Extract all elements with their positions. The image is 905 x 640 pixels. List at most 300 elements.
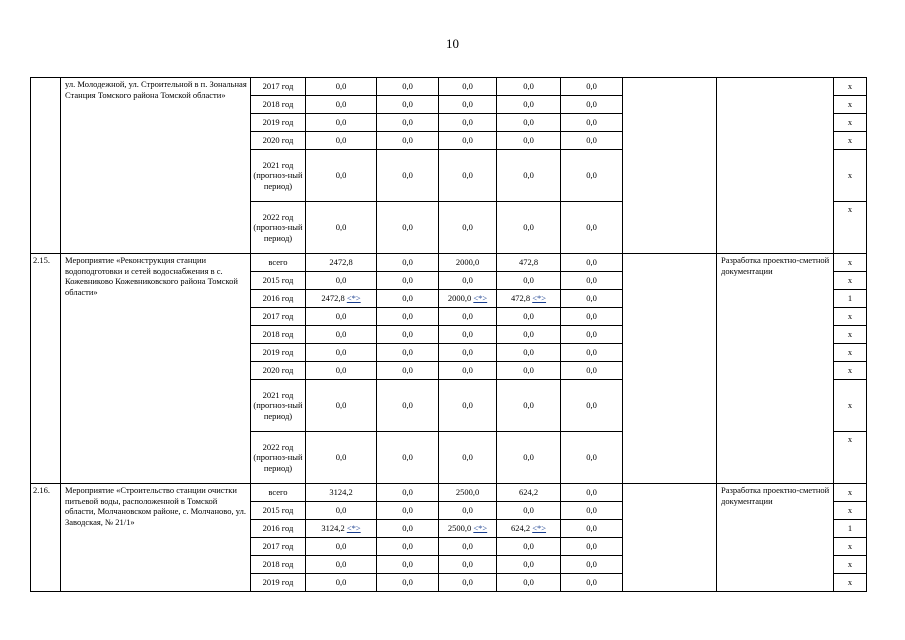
total-amount: 3124,2 bbox=[329, 487, 353, 498]
reg-value bbox=[439, 432, 497, 484]
year-label: 2016 год bbox=[262, 293, 294, 304]
year-cell bbox=[251, 132, 306, 150]
year-label: 2016 год bbox=[262, 523, 294, 534]
total-amount: 0,0 bbox=[335, 559, 347, 570]
loc-value bbox=[497, 380, 561, 432]
total-value bbox=[306, 520, 377, 538]
loc-amount: 0,0 bbox=[523, 541, 534, 552]
indicator-mark: х bbox=[847, 487, 853, 498]
fed-value bbox=[377, 78, 439, 96]
indicator-value bbox=[834, 290, 867, 308]
loc-value bbox=[497, 502, 561, 520]
reg-value bbox=[439, 538, 497, 556]
fed-value bbox=[377, 556, 439, 574]
loc-value bbox=[497, 78, 561, 96]
fed-amount: 0,0 bbox=[402, 505, 413, 516]
ext-amount: 0,0 bbox=[586, 170, 597, 181]
reg-value bbox=[439, 380, 497, 432]
indicator-value bbox=[834, 556, 867, 574]
indicator-mark: х bbox=[847, 257, 853, 268]
indicator-value bbox=[834, 308, 867, 326]
total-amount: 0,0 bbox=[335, 99, 347, 110]
fed-value bbox=[377, 344, 439, 362]
year-cell bbox=[251, 432, 306, 484]
year-label: всего bbox=[268, 487, 288, 498]
year-cell bbox=[251, 502, 306, 520]
loc-value bbox=[497, 114, 561, 132]
fed-amount: 0,0 bbox=[402, 311, 413, 322]
table-row bbox=[31, 484, 867, 502]
loc-value bbox=[497, 254, 561, 272]
indicator-mark: х bbox=[847, 347, 853, 358]
ext-value bbox=[561, 254, 623, 272]
indicator-mark: х bbox=[847, 577, 853, 588]
total-amount: 0,0 bbox=[335, 577, 347, 588]
reg-value bbox=[439, 132, 497, 150]
total-value bbox=[306, 308, 377, 326]
loc-amount: 0,0 bbox=[523, 170, 534, 181]
fed-amount: 0,0 bbox=[402, 452, 413, 463]
section-number: 2.15. bbox=[31, 254, 61, 484]
loc-amount: 0,0 bbox=[523, 452, 534, 463]
indicator-mark: х bbox=[847, 505, 853, 516]
blank-column bbox=[623, 484, 717, 592]
ext-value bbox=[561, 132, 623, 150]
reg-value bbox=[439, 78, 497, 96]
year-cell bbox=[251, 574, 306, 592]
ext-amount: 0,0 bbox=[586, 135, 597, 146]
fed-value bbox=[377, 362, 439, 380]
indicator-value bbox=[834, 150, 867, 202]
fed-amount: 0,0 bbox=[402, 577, 413, 588]
fed-amount: 0,0 bbox=[402, 293, 413, 304]
year-cell bbox=[251, 96, 306, 114]
fed-value bbox=[377, 484, 439, 502]
indicator-value bbox=[834, 574, 867, 592]
fed-amount: 0,0 bbox=[402, 222, 413, 233]
ext-value bbox=[561, 290, 623, 308]
year-label: 2019 год bbox=[262, 117, 294, 128]
indicator-mark: х bbox=[847, 311, 853, 322]
reg-value bbox=[439, 254, 497, 272]
year-cell bbox=[251, 114, 306, 132]
fed-amount: 0,0 bbox=[402, 347, 413, 358]
year-label: 2015 год bbox=[262, 275, 294, 286]
reg-value bbox=[439, 520, 497, 538]
loc-value bbox=[497, 520, 561, 538]
reg-value bbox=[439, 556, 497, 574]
fed-value bbox=[377, 272, 439, 290]
reg-value bbox=[439, 502, 497, 520]
indicator-mark: х bbox=[847, 559, 853, 570]
fed-amount: 0,0 bbox=[402, 400, 413, 411]
ext-value bbox=[561, 78, 623, 96]
fed-amount: 0,0 bbox=[402, 329, 413, 340]
loc-value bbox=[497, 202, 561, 254]
total-value bbox=[306, 150, 377, 202]
year-label: 2018 год bbox=[262, 329, 294, 340]
year-cell bbox=[251, 254, 306, 272]
fed-amount: 0,0 bbox=[402, 170, 413, 181]
year-label: 2019 год bbox=[262, 347, 294, 358]
year-cell bbox=[251, 290, 306, 308]
loc-amount: 0,0 bbox=[523, 400, 534, 411]
reg-value bbox=[439, 326, 497, 344]
reg-amount: 0,0 bbox=[462, 329, 473, 340]
reg-value bbox=[439, 484, 497, 502]
total-value bbox=[306, 290, 377, 308]
total-value bbox=[306, 254, 377, 272]
indicator-value bbox=[834, 78, 867, 96]
total-value bbox=[306, 132, 377, 150]
loc-amount: 472,8 bbox=[518, 257, 539, 268]
ext-value bbox=[561, 202, 623, 254]
indicator-mark: х bbox=[847, 275, 853, 286]
reg-value bbox=[439, 150, 497, 202]
ext-amount: 0,0 bbox=[586, 347, 597, 358]
loc-value bbox=[497, 290, 561, 308]
indicator-value bbox=[834, 520, 867, 538]
loc-amount: 0,0 bbox=[523, 117, 534, 128]
reg-amount: 0,0 bbox=[462, 275, 473, 286]
total-amount: 2472,8 bbox=[329, 257, 353, 268]
fed-amount: 0,0 bbox=[402, 117, 413, 128]
year-cell bbox=[251, 344, 306, 362]
ext-amount: 0,0 bbox=[586, 523, 597, 534]
footnote-marker: <*> bbox=[532, 293, 547, 304]
ext-amount: 0,0 bbox=[586, 452, 597, 463]
indicator-value bbox=[834, 432, 867, 484]
year-label: 2017 год bbox=[262, 311, 294, 322]
indicator-mark: х bbox=[847, 99, 853, 110]
section-number: 2.16. bbox=[31, 484, 61, 592]
footnote-marker: <*> bbox=[346, 523, 361, 534]
year-cell bbox=[251, 484, 306, 502]
ext-amount: 0,0 bbox=[586, 505, 597, 516]
program-table bbox=[30, 77, 867, 592]
reg-amount: 0,0 bbox=[462, 81, 473, 92]
indicator-mark: 1 bbox=[847, 523, 853, 534]
indicator-value bbox=[834, 502, 867, 520]
reg-amount: 0,0 bbox=[462, 400, 473, 411]
indicator-mark: х bbox=[847, 204, 853, 214]
loc-value bbox=[497, 556, 561, 574]
year-label: 2015 год bbox=[262, 505, 294, 516]
total-value bbox=[306, 538, 377, 556]
ext-amount: 0,0 bbox=[586, 117, 597, 128]
year-label: 2017 год bbox=[262, 81, 294, 92]
ext-value bbox=[561, 432, 623, 484]
ext-value bbox=[561, 484, 623, 502]
total-amount: 0,0 bbox=[335, 400, 347, 411]
loc-amount: 0,0 bbox=[523, 311, 534, 322]
ext-value bbox=[561, 114, 623, 132]
indicator-value bbox=[834, 96, 867, 114]
year-label: 2022 год (прогноз-ный период) bbox=[253, 441, 303, 473]
total-amount: 0,0 bbox=[335, 347, 347, 358]
indicator-value bbox=[834, 202, 867, 254]
loc-value bbox=[497, 272, 561, 290]
ext-value bbox=[561, 150, 623, 202]
year-label: 2018 год bbox=[262, 99, 294, 110]
year-cell bbox=[251, 556, 306, 574]
total-value bbox=[306, 362, 377, 380]
reg-amount: 0,0 bbox=[462, 170, 473, 181]
year-cell bbox=[251, 520, 306, 538]
fed-value bbox=[377, 202, 439, 254]
fed-amount: 0,0 bbox=[402, 365, 413, 376]
total-amount: 0,0 bbox=[335, 365, 347, 376]
table-row bbox=[31, 78, 867, 96]
indicator-value bbox=[834, 132, 867, 150]
loc-amount: 0,0 bbox=[523, 577, 534, 588]
ext-amount: 0,0 bbox=[586, 559, 597, 570]
fed-value bbox=[377, 132, 439, 150]
indicator-value bbox=[834, 538, 867, 556]
total-value bbox=[306, 432, 377, 484]
ext-amount: 0,0 bbox=[586, 400, 597, 411]
activity-name: ул. Молодежной, ул. Строительной в п. Зональная Станция Томского района Томской области» bbox=[61, 78, 251, 254]
total-amount: 0,0 bbox=[335, 541, 347, 552]
loc-amount: 0,0 bbox=[523, 329, 534, 340]
reg-amount: 0,0 bbox=[462, 559, 473, 570]
table-row bbox=[31, 254, 867, 272]
indicator-mark: 1 bbox=[847, 293, 853, 304]
reg-amount: 0,0 bbox=[462, 365, 473, 376]
total-amount: 0,0 bbox=[335, 505, 347, 516]
total-value bbox=[306, 502, 377, 520]
total-value bbox=[306, 344, 377, 362]
loc-value bbox=[497, 538, 561, 556]
loc-amount: 0,0 bbox=[523, 505, 534, 516]
indicator-mark: х bbox=[847, 81, 853, 92]
reg-amount: 2000,0 bbox=[447, 293, 472, 304]
ext-value bbox=[561, 96, 623, 114]
total-value bbox=[306, 484, 377, 502]
reg-amount: 2500,0 bbox=[455, 487, 480, 498]
total-amount: 2472,8 bbox=[321, 293, 345, 304]
year-cell bbox=[251, 150, 306, 202]
fed-amount: 0,0 bbox=[402, 135, 413, 146]
total-value bbox=[306, 202, 377, 254]
total-amount: 0,0 bbox=[335, 329, 347, 340]
indicator-value bbox=[834, 114, 867, 132]
indicator-value bbox=[834, 380, 867, 432]
footnote-marker: <*> bbox=[473, 293, 488, 304]
fed-value bbox=[377, 308, 439, 326]
reg-amount: 0,0 bbox=[462, 541, 473, 552]
reg-amount: 0,0 bbox=[462, 347, 473, 358]
fed-amount: 0,0 bbox=[402, 81, 413, 92]
fed-amount: 0,0 bbox=[402, 257, 413, 268]
total-value bbox=[306, 78, 377, 96]
year-cell bbox=[251, 538, 306, 556]
fed-amount: 0,0 bbox=[402, 541, 413, 552]
reg-amount: 2500,0 bbox=[447, 523, 472, 534]
reg-value bbox=[439, 308, 497, 326]
total-amount: 0,0 bbox=[335, 135, 347, 146]
loc-value bbox=[497, 308, 561, 326]
reg-value bbox=[439, 96, 497, 114]
ext-amount: 0,0 bbox=[586, 311, 597, 322]
indicator-value bbox=[834, 272, 867, 290]
year-label: 2021 год (прогноз-ный период) bbox=[253, 159, 303, 191]
year-cell bbox=[251, 78, 306, 96]
indicator-value bbox=[834, 254, 867, 272]
fed-value bbox=[377, 538, 439, 556]
ext-value bbox=[561, 556, 623, 574]
reg-value bbox=[439, 362, 497, 380]
footnote-marker: <*> bbox=[473, 523, 488, 534]
ext-value bbox=[561, 520, 623, 538]
ext-value bbox=[561, 326, 623, 344]
fed-amount: 0,0 bbox=[402, 523, 413, 534]
indicator-value bbox=[834, 362, 867, 380]
reg-value bbox=[439, 290, 497, 308]
ext-amount: 0,0 bbox=[586, 541, 597, 552]
indicator-mark: х bbox=[847, 135, 853, 146]
loc-amount: 0,0 bbox=[523, 559, 534, 570]
year-label: 2018 год bbox=[262, 559, 294, 570]
loc-value bbox=[497, 484, 561, 502]
fed-amount: 0,0 bbox=[402, 559, 413, 570]
year-cell bbox=[251, 326, 306, 344]
year-cell bbox=[251, 202, 306, 254]
ext-amount: 0,0 bbox=[586, 222, 597, 233]
indicator-value bbox=[834, 326, 867, 344]
ext-value bbox=[561, 344, 623, 362]
reg-amount: 0,0 bbox=[462, 311, 473, 322]
indicator-mark: х bbox=[847, 329, 853, 340]
fed-amount: 0,0 bbox=[402, 487, 413, 498]
loc-value bbox=[497, 574, 561, 592]
loc-amount: 0,0 bbox=[523, 275, 534, 286]
activity-name: Мероприятие «Реконструкция станции водоподготовки и сетей водоснабжения в с. Кожевниково Кожевниковского района Томской области» bbox=[61, 254, 251, 484]
reg-value bbox=[439, 344, 497, 362]
ext-amount: 0,0 bbox=[586, 329, 597, 340]
fed-value bbox=[377, 380, 439, 432]
total-value bbox=[306, 556, 377, 574]
result-description bbox=[717, 78, 834, 254]
year-label: 2017 год bbox=[262, 541, 294, 552]
total-amount: 3124,2 bbox=[321, 523, 345, 534]
ext-amount: 0,0 bbox=[586, 365, 597, 376]
total-amount: 0,0 bbox=[335, 452, 347, 463]
page-number: 10 bbox=[446, 36, 459, 51]
footnote-marker: <*> bbox=[346, 293, 361, 304]
ext-value bbox=[561, 538, 623, 556]
indicator-mark: х bbox=[847, 365, 853, 376]
year-cell bbox=[251, 362, 306, 380]
ext-value bbox=[561, 308, 623, 326]
fed-value bbox=[377, 574, 439, 592]
reg-value bbox=[439, 574, 497, 592]
indicator-value bbox=[834, 344, 867, 362]
total-amount: 0,0 bbox=[335, 275, 347, 286]
loc-amount: 624,2 bbox=[518, 487, 539, 498]
activity-name: Мероприятие «Строительство станции очистки питьевой воды, расположенной в Томской области, Молчановском районе, с. Молчаново, ул. Заводская, № 21/1» bbox=[61, 484, 251, 592]
fed-value bbox=[377, 326, 439, 344]
result-description: Разработка проектно-сметной документации bbox=[717, 254, 834, 484]
total-value bbox=[306, 114, 377, 132]
loc-value bbox=[497, 132, 561, 150]
total-value bbox=[306, 272, 377, 290]
loc-value bbox=[497, 344, 561, 362]
loc-value bbox=[497, 96, 561, 114]
year-label: 2021 год (прогноз-ный период) bbox=[253, 389, 303, 421]
loc-value bbox=[497, 432, 561, 484]
ext-amount: 0,0 bbox=[586, 293, 597, 304]
loc-amount: 472,8 bbox=[510, 293, 531, 304]
ext-amount: 0,0 bbox=[586, 81, 597, 92]
loc-amount: 0,0 bbox=[523, 81, 534, 92]
fed-value bbox=[377, 432, 439, 484]
indicator-mark: х bbox=[847, 541, 853, 552]
ext-amount: 0,0 bbox=[586, 487, 597, 498]
indicator-mark: х bbox=[847, 434, 853, 444]
footnote-marker: <*> bbox=[532, 523, 547, 534]
total-value bbox=[306, 574, 377, 592]
fed-value bbox=[377, 96, 439, 114]
reg-value bbox=[439, 272, 497, 290]
loc-amount: 624,2 bbox=[510, 523, 531, 534]
loc-value bbox=[497, 362, 561, 380]
loc-amount: 0,0 bbox=[523, 135, 534, 146]
reg-value bbox=[439, 114, 497, 132]
reg-amount: 0,0 bbox=[462, 452, 473, 463]
reg-value bbox=[439, 202, 497, 254]
reg-amount: 0,0 bbox=[462, 577, 473, 588]
fed-value bbox=[377, 150, 439, 202]
year-label: 2019 год bbox=[262, 577, 294, 588]
total-amount: 0,0 bbox=[335, 222, 347, 233]
total-amount: 0,0 bbox=[335, 81, 347, 92]
year-label: всего bbox=[268, 257, 288, 268]
year-label: 2020 год bbox=[262, 135, 294, 146]
loc-amount: 0,0 bbox=[523, 99, 534, 110]
loc-amount: 0,0 bbox=[523, 365, 534, 376]
year-cell bbox=[251, 308, 306, 326]
total-amount: 0,0 bbox=[335, 311, 347, 322]
blank-column bbox=[623, 78, 717, 254]
total-value bbox=[306, 96, 377, 114]
indicator-mark: х bbox=[847, 117, 853, 128]
year-cell bbox=[251, 272, 306, 290]
total-value bbox=[306, 326, 377, 344]
reg-amount: 2000,0 bbox=[455, 257, 480, 268]
fed-value bbox=[377, 114, 439, 132]
result-description: Разработка проектно-сметной документации bbox=[717, 484, 834, 592]
loc-value bbox=[497, 150, 561, 202]
loc-amount: 0,0 bbox=[523, 347, 534, 358]
section-number bbox=[31, 78, 61, 254]
ext-amount: 0,0 bbox=[586, 275, 597, 286]
ext-amount: 0,0 bbox=[586, 257, 597, 268]
year-label: 2022 год (прогноз-ный период) bbox=[253, 211, 303, 243]
indicator-mark: х bbox=[847, 170, 853, 181]
fed-value bbox=[377, 290, 439, 308]
ext-value bbox=[561, 380, 623, 432]
fed-value bbox=[377, 502, 439, 520]
indicator-mark: х bbox=[847, 400, 853, 411]
fed-amount: 0,0 bbox=[402, 99, 413, 110]
reg-amount: 0,0 bbox=[462, 99, 473, 110]
fed-amount: 0,0 bbox=[402, 275, 413, 286]
reg-amount: 0,0 bbox=[462, 135, 473, 146]
reg-amount: 0,0 bbox=[462, 505, 473, 516]
loc-value bbox=[497, 326, 561, 344]
blank-column bbox=[623, 254, 717, 484]
